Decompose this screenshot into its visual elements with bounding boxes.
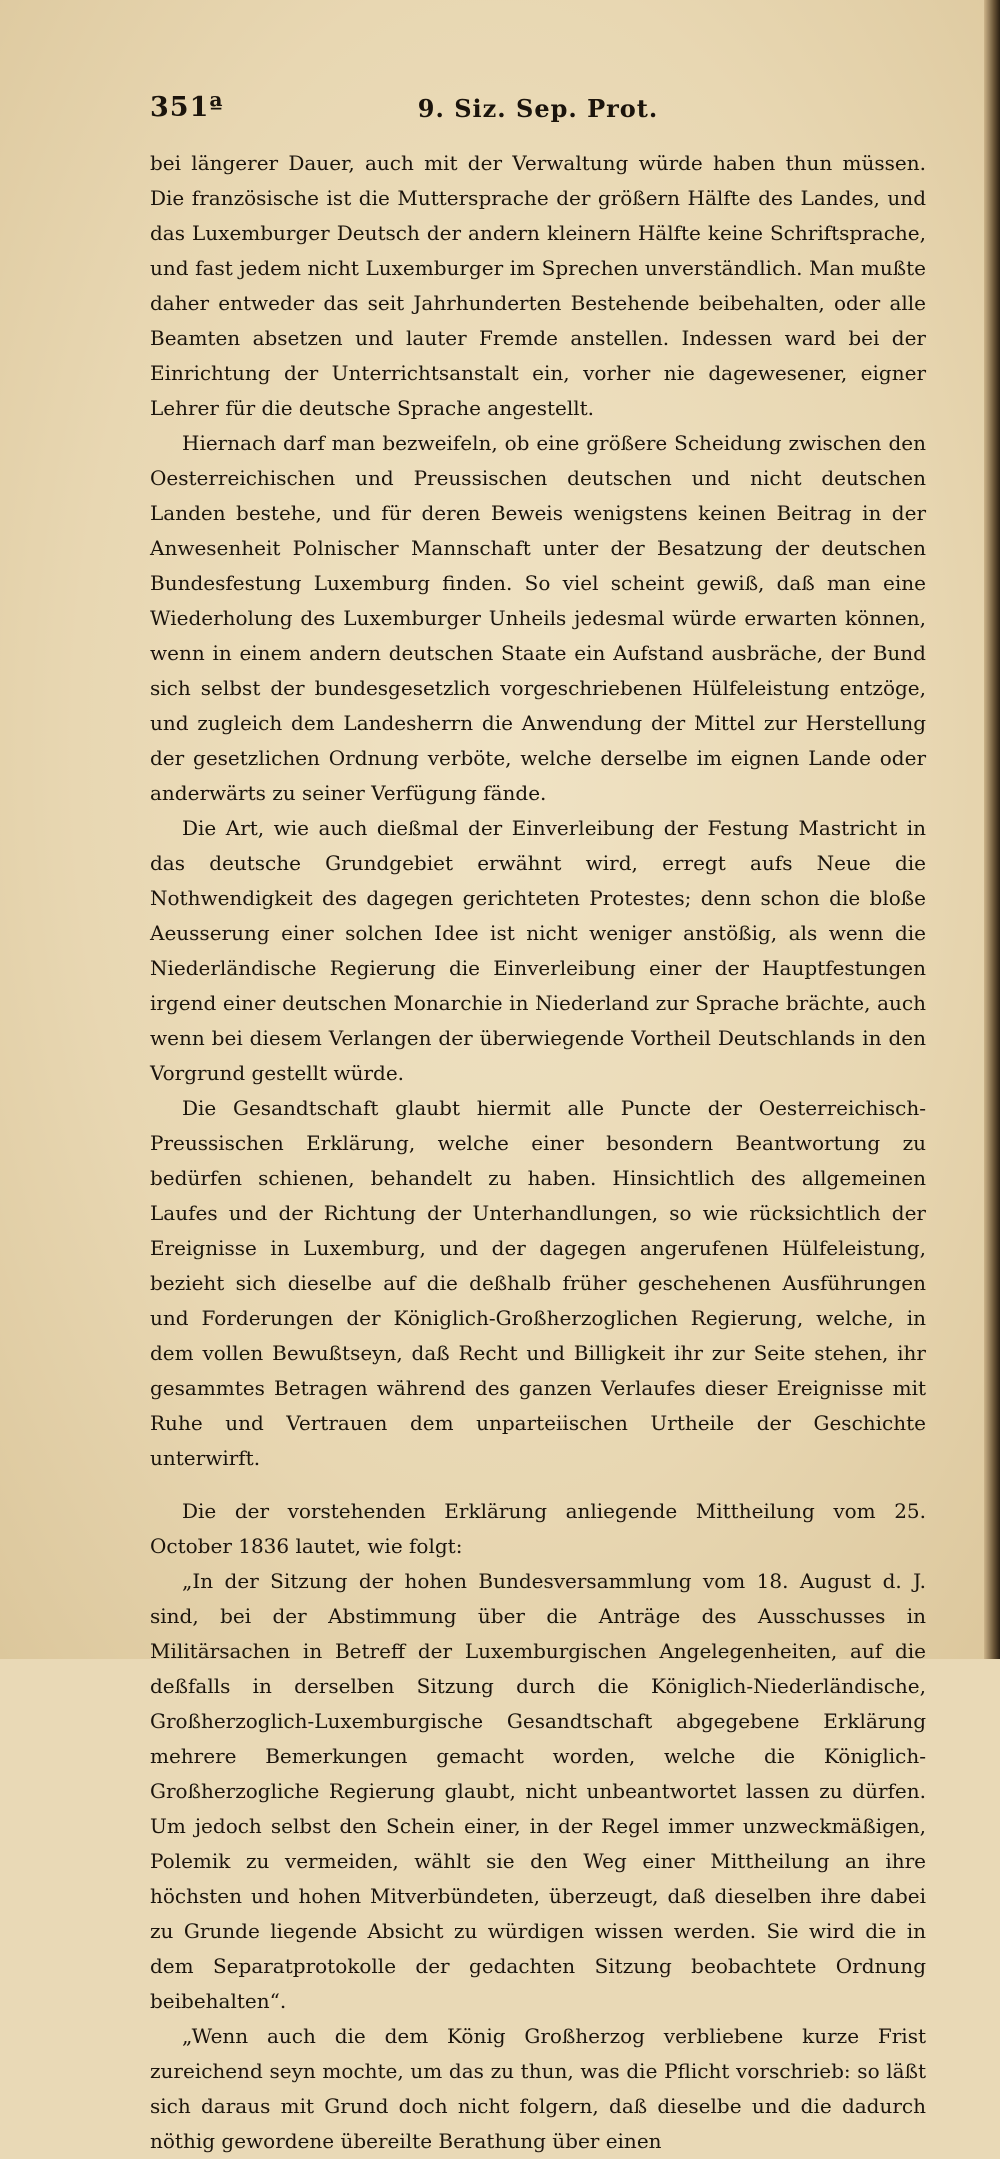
paragraph-6: „In der Sitzung der hohen Bundesversammlung vom 18. August d. J. sind, bei der Abstimmung über die Anträge des Ausschusses in Militärsachen in Betreff der Luxemburgischen Angelegenheiten, auf die deßfalls in derselben Sitzung durch die Königlich-Niederländische, Großherzoglich-Luxemburgische Gesandtschaft abgegebene Erklärung mehrere Bemerkungen gemacht worden, welche die Königlich-Großherzogliche Regierung glaubt, nicht unbeantwortet lassen zu dürfen. Um jedoch selbst den Schein einer, in der Regel immer unzweckmäßigen, Polemik zu vermeiden, wählt sie den Weg einer Mittheilung an ihre höchsten und hohen Mitverbündeten, überzeugt, daß dieselben ihre dabei zu Grunde liegende Absicht zu würdigen wissen werden. Sie wird die in dem Separatprotokolle der gedachten Sitzung beobachtete Ordnung beibehalten“. <box>150 1569 926 2013</box>
paragraph-4: Die Gesandtschaft glaubt hiermit alle Puncte der Oesterreichisch-Preussischen Erklärung, welche einer besondern Beantwortung zu bedürfen schienen, behandelt zu haben. Hinsichtlich des allgemeinen Laufes und der Richtung der Unterhandlungen, so wie rücksichtlich der Ereignisse in Luxemburg, und der dagegen angerufenen Hülfeleistung, bezieht sich dieselbe auf die deßhalb früher geschehenen Ausführungen und Forderungen der Königlich-Großherzoglichen Regierung, welche, in dem vollen Bewußtseyn, daß Recht und Billigkeit ihr zur Seite stehen, ihr gesammtes Betragen während des ganzen Verlaufes dieser Ereignisse mit Ruhe und Vertrauen dem unparteiischen Urtheile der Geschichte unterwirft. <box>150 1096 926 1470</box>
paragraph-2: Hiernach darf man bezweifeln, ob eine größere Scheidung zwischen den Oesterreichischen und Preussischen deutschen und nicht deutschen Landen bestehe, und für deren Beweis wenigstens keinen Beitrag in der Anwesenheit Polnischer Mannschaft unter der Besatzung der deutschen Bundesfestung Luxemburg finden. So viel scheint gewiß, daß man eine Wiederholung des Luxemburger Unheils jedesmal würde erwarten können, wenn in einem andern deutschen Staate ein Aufstand ausbräche, der Bund sich selbst der bundesgesetzlich vorgeschriebenen Hülfeleistung entzöge, und zugleich dem Landesherrn die Anwendung der Mittel zur Herstellung der gesetzlichen Ordnung verböte, welche derselbe im eignen Lande oder anderwärts zu seiner Verfügung fände. <box>150 431 926 805</box>
body-text <box>150 146 926 2159</box>
book-spine-shadow <box>984 0 1000 1659</box>
page-number: 351ª <box>150 92 224 123</box>
paragraph-5: Die der vorstehenden Erklärung anliegende Mittheilung vom 25. October 1836 lautet, wie folgt: <box>150 1499 926 1558</box>
paragraph-7: „Wenn auch die dem König Großherzog verbliebene kurze Frist zureichend seyn mochte, um das zu thun, was die Pflicht vorschrieb: so läßt sich daraus mit Grund doch nicht folgern, daß dieselbe und die dadurch nöthig gewordene übereilte Berathung über einen <box>150 2024 926 2153</box>
paragraph-1: bei längerer Dauer, auch mit der Verwaltung würde haben thun müssen. Die französische ist die Muttersprache der größern Hälfte des Landes, und das Luxemburger Deutsch der andern kleinern Hälfte keine Schriftsprache, und fast jedem nicht Luxemburger im Sprechen unverständlich. Man mußte daher entweder das seit Jahrhunderten Bestehende beibehalten, oder alle Beamten absetzen und lauter Fremde anstellen. Indessen ward bei der Einrichtung der Unterrichtsanstalt ein, vorher nie dagewesener, eigner Lehrer für die deutsche Sprache angestellt. <box>150 151 926 420</box>
running-head: 9. Siz. Sep. Prot. <box>417 94 659 123</box>
paragraph-3: Die Art, wie auch dießmal der Einverleibung der Festung Mastricht in das deutsche Grundgebiet erwähnt wird, erregt aufs Neue die Nothwendigkeit des dagegen gerichteten Protestes; denn schon die bloße Aeusserung einer solchen Idee ist nicht weniger anstößig, als wenn die Niederländische Regierung die Einverleibung einer der Hauptfestungen irgend einer deutschen Monarchie in Niederland zur Sprache brächte, auch wenn bei diesem Verlangen der überwiegende Vortheil Deutschlands in den Vorgrund gestellt würde. <box>150 816 926 1085</box>
page-header <box>150 92 926 132</box>
